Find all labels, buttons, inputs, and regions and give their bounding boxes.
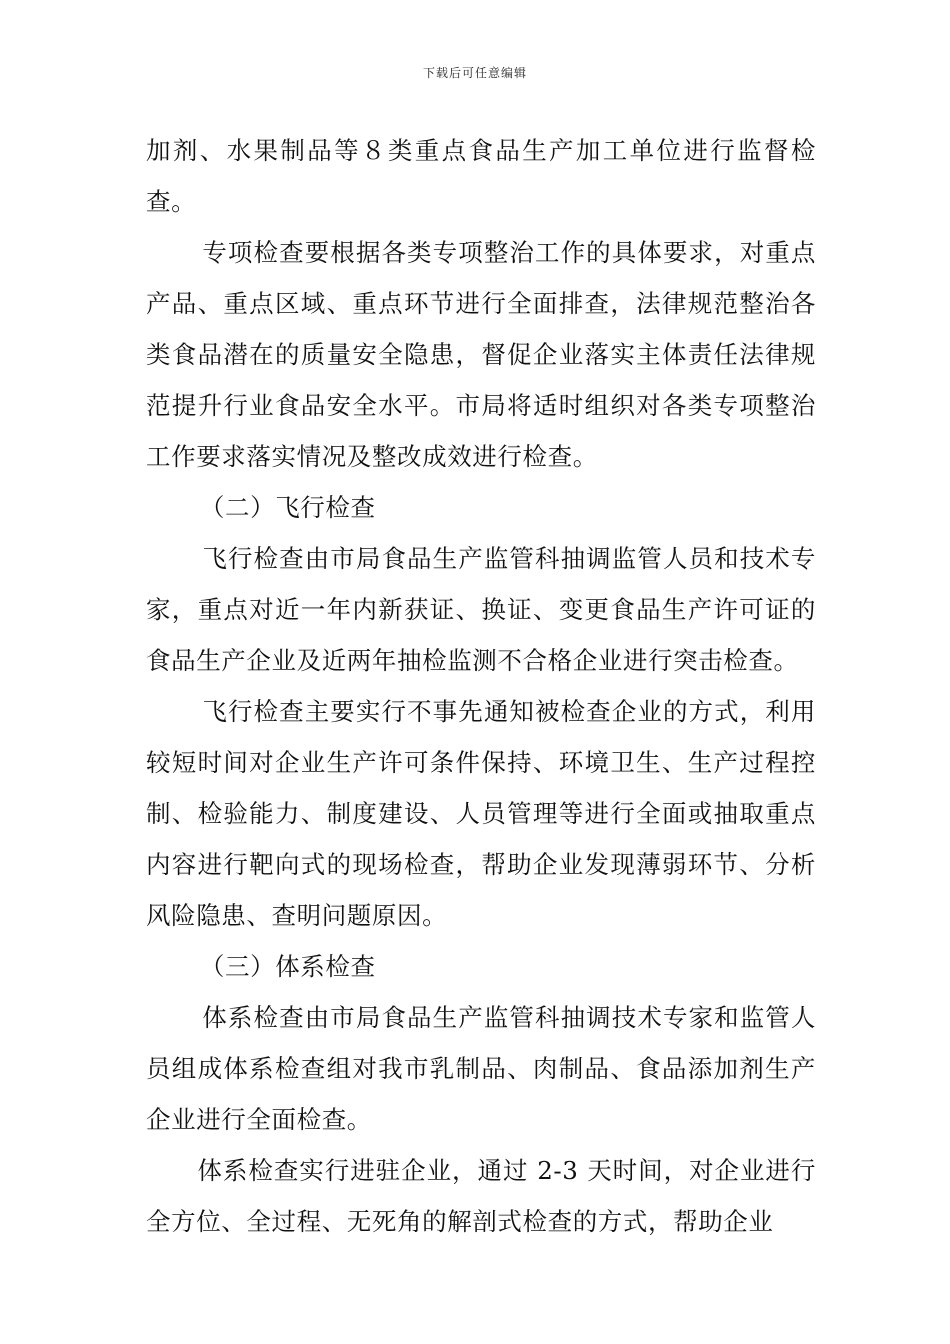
paragraph-flight-inspection-scope: 飞行检查由市局食品生产监管科抽调监管人员和技术专家，重点对近一年内新获证、换证、变更食品生产许可证的食品生产企业及近两年抽检监测不合格企业进行突击检查。	[146, 544, 816, 675]
paragraph-system-inspection-scope: 体系检查由市局食品生产监管科抽调技术专家和监管人员组成体系检查组对我市乳制品、肉制品、食品添加剂生产企业进行全面检查。	[146, 1003, 816, 1134]
paragraph-special-inspection: 专项检查要根据各类专项整治工作的具体要求，对重点产品、重点区域、重点环节进行全面排查，法律规范整治各类食品潜在的质量安全隐患，督促企业落实主体责任法律规范提升行业食品安全水平。市局将适时组织对各类专项整治工作要求落实情况及整改成效进行检查。	[146, 238, 816, 471]
page-header-note: 下载后可任意编辑	[422, 66, 527, 80]
section-heading-flight-inspection: （二）飞行检查	[199, 493, 376, 522]
paragraph-continuation: 加剂、水果制品等８类重点食品生产加工单位进行监督检查。	[146, 136, 816, 216]
paragraph-flight-inspection-method: 飞行检查主要实行不事先通知被检查企业的方式，利用较短时间对企业生产许可条件保持、环境卫生、生产过程控制、检验能力、制度建设、人员管理等进行全面或抽取重点内容进行靶向式的现场检查，帮助企业发现薄弱环节、分析风险隐患、查明问题原因。	[146, 697, 816, 930]
document-body	[146, 125, 816, 1247]
section-heading-system-inspection: （三）体系检查	[199, 952, 376, 981]
paragraph-system-inspection-method: 体系检查实行进驻企业，通过 2-3 天时间，对企业进行全方位、全过程、无死角的解剖式检查的方式，帮助企业	[146, 1156, 816, 1236]
